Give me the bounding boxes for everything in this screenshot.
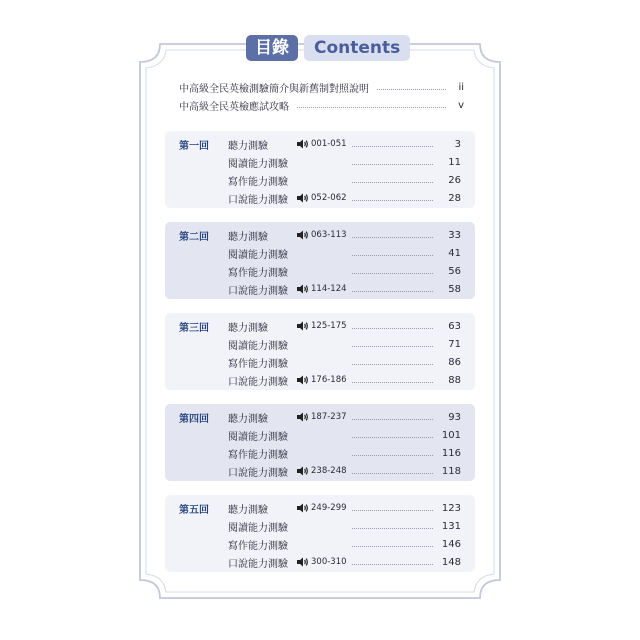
contents-heading xyxy=(246,34,410,62)
speaker-icon xyxy=(296,139,311,149)
toc-entry[interactable] xyxy=(228,517,461,535)
dot-leader xyxy=(352,364,433,365)
speaker-icon xyxy=(296,321,311,331)
round-entries xyxy=(228,408,461,480)
round-label: 第三回 xyxy=(179,323,209,334)
speaker-icon xyxy=(296,230,311,240)
dot-leader xyxy=(352,419,433,420)
toc-entry[interactable] xyxy=(228,426,461,444)
toc-entry-label: 中高級全民英檢測驗簡介與新舊制對照說明 xyxy=(179,83,369,95)
round-entries xyxy=(228,135,461,207)
toc-entry[interactable] xyxy=(228,535,461,553)
round-entries xyxy=(228,499,461,571)
round-panel xyxy=(165,131,475,208)
section-name: 閱讀能力測驗 xyxy=(228,158,288,170)
track-range: 114-124 xyxy=(311,284,347,294)
section-name: 口說能力測驗 xyxy=(228,376,288,388)
dot-leader xyxy=(352,328,433,329)
audio-track xyxy=(296,466,352,476)
track-range: 063-113 xyxy=(311,230,347,240)
dot-leader xyxy=(352,164,433,165)
toc-entry[interactable] xyxy=(228,171,461,189)
dot-leader xyxy=(352,273,433,274)
round-label: 第一回 xyxy=(179,141,209,152)
toc-entry-page: 56 xyxy=(448,265,461,277)
section-name: 寫作能力測驗 xyxy=(228,449,288,461)
round-panel xyxy=(165,313,475,390)
section-name: 閱讀能力測驗 xyxy=(228,522,288,534)
toc-entry-page: 11 xyxy=(448,156,461,168)
section-name: 閱讀能力測驗 xyxy=(228,340,288,352)
section-name: 聽力測驗 xyxy=(228,413,268,425)
dot-leader xyxy=(352,528,433,529)
toc-entry[interactable] xyxy=(228,499,461,517)
toc-entry-page: ii xyxy=(458,81,464,93)
intro-section xyxy=(179,78,464,114)
dot-leader xyxy=(352,473,433,474)
toc-entry-page: 148 xyxy=(441,556,461,568)
dot-leader xyxy=(352,382,433,383)
dot-leader xyxy=(352,546,433,547)
track-range: 187-237 xyxy=(311,412,347,422)
dot-leader xyxy=(352,182,433,183)
speaker-icon xyxy=(296,503,311,513)
dot-leader xyxy=(352,146,433,147)
toc-entry[interactable] xyxy=(228,335,461,353)
toc-entry-page: 101 xyxy=(441,429,461,441)
dot-leader xyxy=(352,200,433,201)
dot-leader xyxy=(352,510,433,511)
toc-entry-page: v xyxy=(458,99,464,111)
toc-entry[interactable] xyxy=(228,408,461,426)
toc-entry[interactable] xyxy=(228,280,461,298)
toc-entry-page: 3 xyxy=(454,138,461,150)
toc-entry[interactable] xyxy=(228,226,461,244)
toc-entry-page: 26 xyxy=(448,174,461,186)
section-name: 閱讀能力測驗 xyxy=(228,249,288,261)
section-name: 寫作能力測驗 xyxy=(228,267,288,279)
audio-track xyxy=(296,193,352,203)
toc-entry[interactable] xyxy=(228,135,461,153)
toc-entry[interactable] xyxy=(179,78,464,96)
toc-entry[interactable] xyxy=(228,553,461,571)
section-name: 聽力測驗 xyxy=(228,231,268,243)
toc-entry-label: 中高級全民英檢應試攻略 xyxy=(179,101,289,113)
track-range: 052-062 xyxy=(311,193,347,203)
dot-leader xyxy=(352,237,433,238)
audio-track xyxy=(296,375,352,385)
round-label: 第五回 xyxy=(179,505,209,516)
audio-track xyxy=(296,321,352,331)
speaker-icon xyxy=(296,466,311,476)
dot-leader xyxy=(352,437,433,438)
toc-entry-page: 63 xyxy=(448,320,461,332)
toc-entry-page: 88 xyxy=(448,374,461,386)
dot-leader xyxy=(377,89,446,90)
toc-entry-page: 131 xyxy=(441,520,461,532)
section-name: 口說能力測驗 xyxy=(228,194,288,206)
speaker-icon xyxy=(296,193,311,203)
track-range: 249-299 xyxy=(311,503,347,513)
toc-entry[interactable] xyxy=(228,371,461,389)
title-chinese: 目錄 xyxy=(246,35,298,61)
audio-track xyxy=(296,503,352,513)
toc-entry-page: 86 xyxy=(448,356,461,368)
toc-entry[interactable] xyxy=(228,244,461,262)
section-name: 寫作能力測驗 xyxy=(228,176,288,188)
dot-leader xyxy=(297,107,446,108)
section-name: 聽力測驗 xyxy=(228,322,268,334)
speaker-icon xyxy=(296,284,311,294)
toc-entry[interactable] xyxy=(228,444,461,462)
track-range: 001-051 xyxy=(311,139,347,149)
section-name: 閱讀能力測驗 xyxy=(228,431,288,443)
toc-entry[interactable] xyxy=(228,262,461,280)
toc-entry-page: 118 xyxy=(441,465,461,477)
audio-track xyxy=(296,139,352,149)
dot-leader xyxy=(352,346,433,347)
dot-leader xyxy=(352,255,433,256)
section-name: 聽力測驗 xyxy=(228,504,268,516)
toc-entry[interactable] xyxy=(228,317,461,335)
section-name: 口說能力測驗 xyxy=(228,285,288,297)
dot-leader xyxy=(352,564,433,565)
track-range: 125-175 xyxy=(311,321,347,331)
dot-leader xyxy=(352,291,433,292)
title-english: Contents xyxy=(304,35,410,61)
toc-entry-page: 28 xyxy=(448,192,461,204)
round-label: 第四回 xyxy=(179,414,209,425)
audio-track xyxy=(296,284,352,294)
section-name: 寫作能力測驗 xyxy=(228,540,288,552)
round-entries xyxy=(228,317,461,389)
speaker-icon xyxy=(296,375,311,385)
section-name: 口說能力測驗 xyxy=(228,558,288,570)
speaker-icon xyxy=(296,557,311,567)
section-name: 口說能力測驗 xyxy=(228,467,288,479)
round-label: 第二回 xyxy=(179,232,209,243)
toc-entry-page: 146 xyxy=(441,538,461,550)
toc-entry-page: 71 xyxy=(448,338,461,350)
toc-entry-page: 123 xyxy=(441,502,461,514)
round-entries xyxy=(228,226,461,298)
toc-entry-page: 41 xyxy=(448,247,461,259)
toc-entry[interactable] xyxy=(228,462,461,480)
track-range: 238-248 xyxy=(311,466,347,476)
audio-track xyxy=(296,412,352,422)
round-panel xyxy=(165,222,475,299)
toc-entry[interactable] xyxy=(228,189,461,207)
toc-entry-page: 116 xyxy=(441,447,461,459)
toc-entry[interactable] xyxy=(228,353,461,371)
audio-track xyxy=(296,230,352,240)
toc-entry[interactable] xyxy=(228,153,461,171)
toc-entry-page: 93 xyxy=(448,411,461,423)
toc-entry-page: 33 xyxy=(448,229,461,241)
dot-leader xyxy=(352,455,433,456)
toc-entry-page: 58 xyxy=(448,283,461,295)
round-panel xyxy=(165,495,475,572)
round-panel xyxy=(165,404,475,481)
section-name: 寫作能力測驗 xyxy=(228,358,288,370)
track-range: 300-310 xyxy=(311,557,347,567)
toc-entry[interactable] xyxy=(179,96,464,114)
track-range: 176-186 xyxy=(311,375,347,385)
audio-track xyxy=(296,557,352,567)
speaker-icon xyxy=(296,412,311,422)
section-name: 聽力測驗 xyxy=(228,140,268,152)
